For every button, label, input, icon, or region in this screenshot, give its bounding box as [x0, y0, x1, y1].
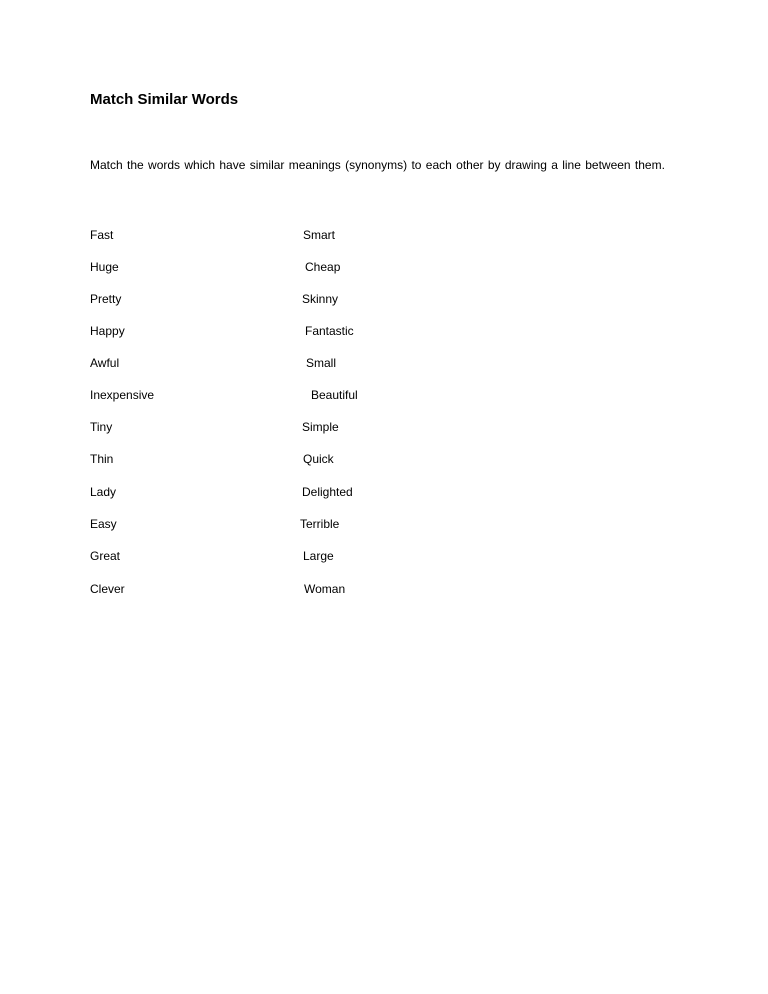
right-word: Smart: [303, 228, 336, 242]
left-word: Huge: [90, 260, 119, 274]
page-title: Match Similar Words: [90, 91, 239, 108]
left-word: Clever: [90, 582, 125, 596]
left-word: Awful: [90, 356, 120, 370]
right-word: Skinny: [302, 292, 339, 306]
right-word: Large: [303, 549, 334, 563]
right-word: Quick: [303, 452, 334, 466]
right-word: Woman: [304, 582, 346, 596]
left-word: Tiny: [90, 420, 113, 434]
left-word: Thin: [90, 452, 114, 466]
right-word: Terrible: [300, 517, 340, 531]
left-word: Pretty: [90, 292, 122, 306]
left-word: Inexpensive: [90, 388, 155, 402]
left-word: Lady: [90, 485, 117, 499]
right-word: Simple: [302, 420, 339, 434]
right-word: Fantastic: [305, 324, 354, 338]
left-word: Fast: [90, 228, 114, 242]
left-word: Easy: [90, 517, 117, 531]
left-word: Happy: [90, 324, 125, 338]
right-word: Delighted: [302, 485, 353, 499]
right-word: Beautiful: [311, 388, 358, 402]
left-word: Great: [90, 549, 121, 563]
right-word: Small: [306, 356, 337, 370]
instructions-text: Match the words which have similar meanings (synonyms) to each other by drawing a line between them.: [90, 158, 665, 172]
right-word: Cheap: [305, 260, 341, 274]
